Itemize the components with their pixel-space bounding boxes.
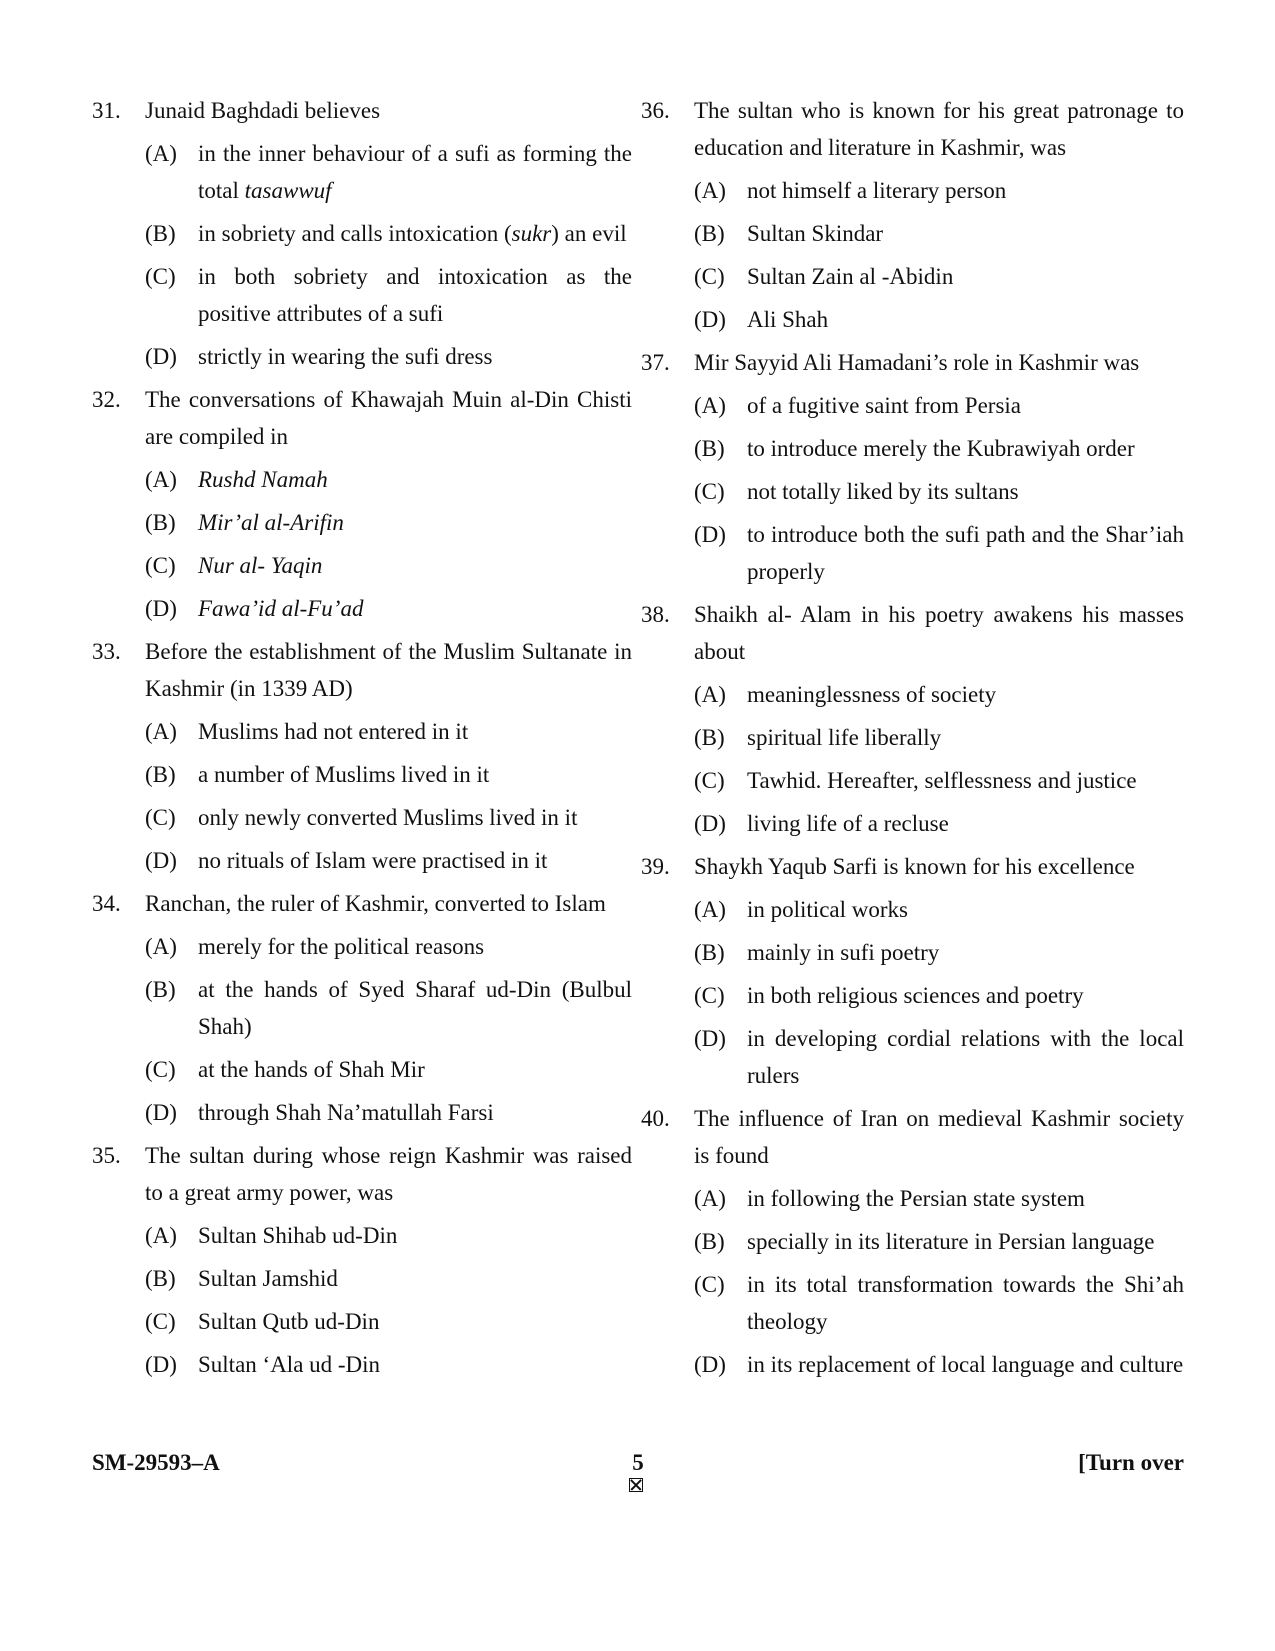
- option-label: (D): [145, 1352, 177, 1377]
- question-text: Junaid Baghdadi believes: [145, 98, 381, 123]
- option-d: [92, 590, 632, 627]
- option-c: [92, 1051, 632, 1088]
- question-39: [641, 848, 1184, 1094]
- question-text: The conversations of Khawajah Muin al-Din Chisti are compiled in: [145, 387, 632, 449]
- question-33: [92, 633, 632, 879]
- question-number: 31.: [92, 98, 121, 123]
- question-36: [641, 92, 1184, 338]
- option-label: (B): [694, 221, 725, 246]
- question-number: 34.: [92, 891, 121, 916]
- option-label: (B): [145, 977, 176, 1002]
- option-a: [92, 135, 632, 209]
- option-a: [92, 1217, 632, 1254]
- option-d: [641, 805, 1184, 842]
- option-text: of a fugitive saint from Persia: [747, 393, 1022, 418]
- option-text: Rushd Namah: [198, 467, 328, 492]
- left-column: [92, 92, 632, 1389]
- option-label: (D): [145, 344, 177, 369]
- option-label: (D): [694, 1026, 726, 1051]
- option-label: (A): [145, 1223, 177, 1248]
- option-b: [641, 215, 1184, 252]
- turn-over-label: [Turn over: [1078, 1450, 1184, 1475]
- question-text: The influence of Iran on medieval Kashmir society is found: [694, 1106, 1184, 1168]
- option-text: Sultan ‘Ala ud -Din: [198, 1352, 381, 1377]
- option-label: (C): [145, 264, 176, 289]
- option-label: (A): [145, 141, 177, 166]
- option-c: [641, 1266, 1184, 1340]
- option-text: Tawhid. Hereafter, selflessness and justice: [747, 768, 1137, 793]
- option-text: in both sobriety and intoxication as the positive attributes of a sufi: [198, 264, 632, 326]
- option-text: in political works: [747, 897, 908, 922]
- option-text: only newly converted Muslims lived in it: [198, 805, 578, 830]
- option-c: [92, 547, 632, 584]
- option-label: (D): [694, 307, 726, 332]
- question-number: 33.: [92, 639, 121, 664]
- option-c: [641, 762, 1184, 799]
- option-label: (C): [694, 479, 725, 504]
- option-label: (A): [694, 178, 726, 203]
- option-label: (D): [145, 596, 177, 621]
- option-a: [92, 713, 632, 750]
- option-label: (A): [694, 1186, 726, 1211]
- option-text: Sultan Qutb ud-Din: [198, 1309, 380, 1334]
- option-a: [641, 172, 1184, 209]
- option-label: (C): [694, 264, 725, 289]
- option-label: (C): [145, 805, 176, 830]
- question-text: The sultan who is known for his great patronage to education and literature in Kashmir, was: [694, 98, 1184, 160]
- option-label: (A): [694, 682, 726, 707]
- question-35: [92, 1137, 632, 1383]
- option-text: at the hands of Syed Sharaf ud-Din (Bulbul Shah): [198, 977, 632, 1039]
- option-text: Muslims had not entered in it: [198, 719, 469, 744]
- option-d: [92, 1094, 632, 1131]
- question-text: Shaykh Yaqub Sarfi is known for his excellence: [694, 854, 1135, 879]
- option-text: in sobriety and calls intoxication (sukr) an evil: [198, 221, 627, 246]
- option-text: merely for the political reasons: [198, 934, 485, 959]
- question-text: Ranchan, the ruler of Kashmir, converted to Islam: [145, 891, 606, 916]
- option-d: [92, 1346, 632, 1383]
- option-a: [92, 461, 632, 498]
- option-text: in the inner behaviour of a sufi as forming the total tasawwuf: [198, 141, 632, 203]
- question-34: [92, 885, 632, 1131]
- option-label: (C): [145, 1309, 176, 1334]
- option-d: [92, 842, 632, 879]
- option-text: to introduce merely the Kubrawiyah order: [747, 436, 1135, 461]
- option-text: a number of Muslims lived in it: [198, 762, 490, 787]
- option-d: [92, 338, 632, 375]
- option-label: (C): [694, 983, 725, 1008]
- option-text: Mir’al al-Arifin: [198, 510, 344, 535]
- option-label: (B): [145, 1266, 176, 1291]
- question-number: 39.: [641, 854, 670, 879]
- option-label: (D): [145, 1100, 177, 1125]
- option-label: (B): [694, 1229, 725, 1254]
- option-b: [92, 504, 632, 541]
- question-38: [641, 596, 1184, 842]
- option-text: Nur al- Yaqin: [198, 553, 323, 578]
- paper-code: SM-29593–A: [92, 1450, 220, 1475]
- option-b: [641, 719, 1184, 756]
- option-text: living life of a recluse: [747, 811, 949, 836]
- question-number: 40.: [641, 1106, 670, 1131]
- option-b: [92, 215, 632, 252]
- option-c: [641, 977, 1184, 1014]
- question-32: [92, 381, 632, 627]
- option-label: (B): [145, 762, 176, 787]
- question-37: [641, 344, 1184, 590]
- option-label: (B): [145, 221, 176, 246]
- option-a: [641, 891, 1184, 928]
- option-label: (A): [145, 934, 177, 959]
- option-c: [641, 258, 1184, 295]
- option-a: [641, 387, 1184, 424]
- option-text: mainly in sufi poetry: [747, 940, 940, 965]
- option-label: (A): [694, 897, 726, 922]
- option-c: [92, 258, 632, 332]
- option-label: (C): [145, 553, 176, 578]
- option-label: (B): [145, 510, 176, 535]
- option-text: spiritual life liberally: [747, 725, 942, 750]
- option-label: (D): [694, 811, 726, 836]
- option-text: Sultan Skindar: [747, 221, 884, 246]
- option-label: (B): [694, 725, 725, 750]
- option-label: (C): [145, 1057, 176, 1082]
- option-label: (B): [694, 436, 725, 461]
- option-text: Fawa’id al-Fu’ad: [198, 596, 364, 621]
- option-text: in both religious sciences and poetry: [747, 983, 1084, 1008]
- option-text: not himself a literary person: [747, 178, 1007, 203]
- question-number: 38.: [641, 602, 670, 627]
- option-text: not totally liked by its sultans: [747, 479, 1019, 504]
- option-label: (A): [145, 467, 177, 492]
- option-label: (C): [694, 1272, 725, 1297]
- option-text: in following the Persian state system: [747, 1186, 1085, 1211]
- option-text: Ali Shah: [747, 307, 829, 332]
- option-text: Sultan Shihab ud-Din: [198, 1223, 398, 1248]
- option-d: [641, 301, 1184, 338]
- option-b: [641, 1223, 1184, 1260]
- option-b: [92, 1260, 632, 1297]
- option-b: [641, 430, 1184, 467]
- option-text: no rituals of Islam were practised in it: [198, 848, 548, 873]
- option-text: in developing cordial relations with the local rulers: [747, 1026, 1184, 1088]
- option-text: in its total transformation towards the Shi’ah theology: [747, 1272, 1184, 1334]
- option-label: (D): [694, 1352, 726, 1377]
- option-text: through Shah Na’matullah Farsi: [198, 1100, 494, 1125]
- option-d: [641, 1020, 1184, 1094]
- option-a: [641, 676, 1184, 713]
- right-column: [641, 92, 1184, 1389]
- option-c: [92, 799, 632, 836]
- question-number: 36.: [641, 98, 670, 123]
- question-number: 32.: [92, 387, 121, 412]
- option-c: [92, 1303, 632, 1340]
- option-a: [641, 1180, 1184, 1217]
- page-number: 5: [632, 1450, 644, 1475]
- question-text: Before the establishment of the Muslim Sultanate in Kashmir (in 1339 AD): [145, 639, 632, 701]
- question-40: [641, 1100, 1184, 1383]
- option-text: meaninglessness of society: [747, 682, 997, 707]
- option-text: strictly in wearing the sufi dress: [198, 344, 493, 369]
- option-label: (C): [694, 768, 725, 793]
- option-text: to introduce both the sufi path and the Shar’iah properly: [747, 522, 1184, 584]
- option-b: [92, 756, 632, 793]
- option-label: (D): [694, 522, 726, 547]
- option-text: specially in its literature in Persian language: [747, 1229, 1155, 1254]
- option-b: [641, 934, 1184, 971]
- option-text: Sultan Zain al -Abidin: [747, 264, 954, 289]
- option-d: [641, 516, 1184, 590]
- question-number: 37.: [641, 350, 670, 375]
- question-number: 35.: [92, 1143, 121, 1168]
- question-text: Mir Sayyid Ali Hamadani’s role in Kashmir was: [694, 350, 1140, 375]
- option-label: (A): [145, 719, 177, 744]
- option-label: (D): [145, 848, 177, 873]
- option-label: (A): [694, 393, 726, 418]
- crossed-box-icon: [629, 1478, 643, 1492]
- question-text: The sultan during whose reign Kashmir was raised to a great army power, was: [145, 1143, 632, 1205]
- option-a: [92, 928, 632, 965]
- question-text: Shaikh al- Alam in his poetry awakens his masses about: [694, 602, 1184, 664]
- question-31: [92, 92, 632, 375]
- option-d: [641, 1346, 1184, 1383]
- option-c: [641, 473, 1184, 510]
- option-b: [92, 971, 632, 1045]
- option-text: at the hands of Shah Mir: [198, 1057, 425, 1082]
- option-text: in its replacement of local language and culture: [747, 1352, 1184, 1377]
- option-label: (B): [694, 940, 725, 965]
- option-text: Sultan Jamshid: [198, 1266, 338, 1291]
